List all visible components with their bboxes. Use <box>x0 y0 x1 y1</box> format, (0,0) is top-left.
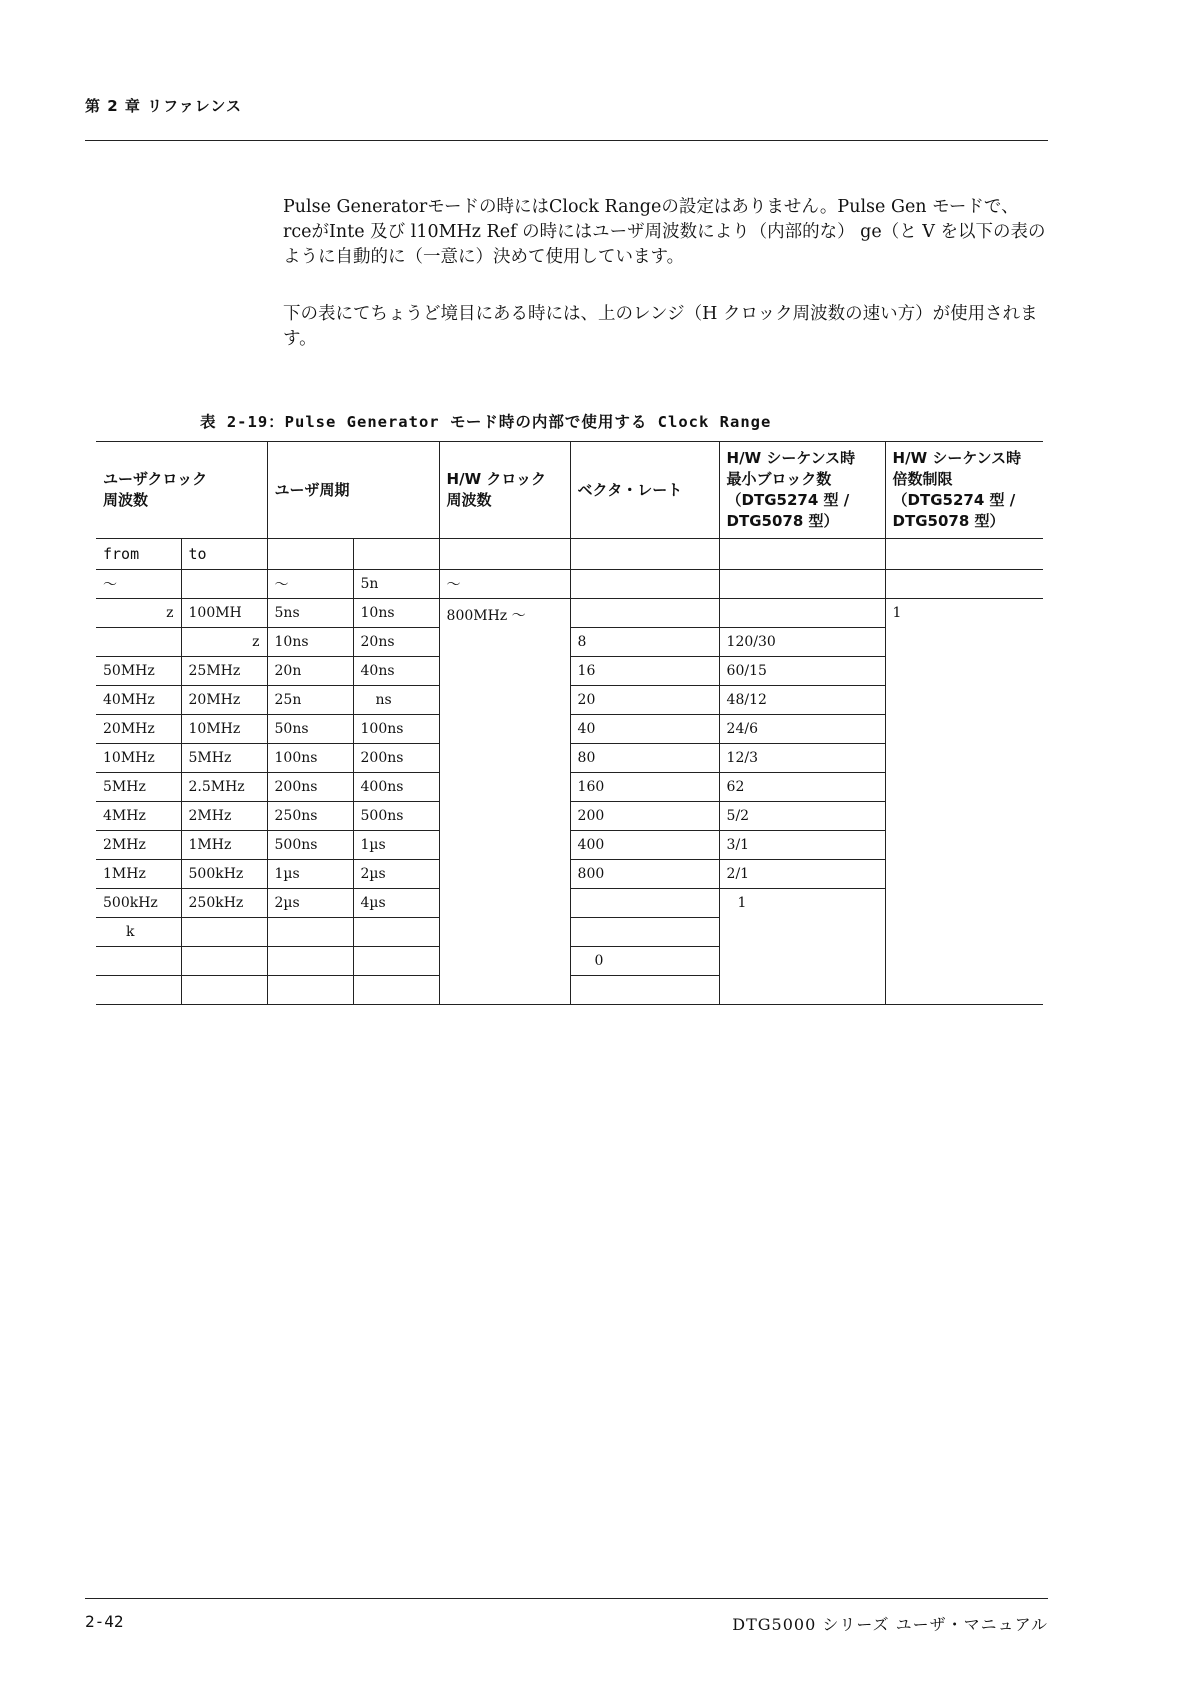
cell-user-period-from: 5ns <box>267 599 353 628</box>
cell-user-period-to: 4µs <box>353 889 439 918</box>
cell-user-freq-from <box>96 947 181 976</box>
cell-vector-rate: 20 <box>570 686 719 715</box>
subheader-to: to <box>181 539 267 570</box>
cell-mult-limit-merged: 1 <box>885 599 1043 1005</box>
cell-min-block: 3/1 <box>719 831 885 860</box>
header-mult-limit-line4: DTG5078 型） <box>892 512 1005 530</box>
header-mult-limit-line1: H/W シーケンス時 <box>892 449 1022 467</box>
cell-min-block: 24/6 <box>719 715 885 744</box>
header-mult-limit <box>885 442 1043 539</box>
cell-user-period-to: 1µs <box>353 831 439 860</box>
subheader-empty <box>719 539 885 570</box>
cell-user-period-from: 2µs <box>267 889 353 918</box>
page-number: 2-42 <box>85 1612 124 1631</box>
cell-user-freq-to <box>181 918 267 947</box>
cell-user-freq-from: 10MHz <box>96 744 181 773</box>
cell-user-freq-from: 5MHz <box>96 773 181 802</box>
subheader-empty <box>885 539 1043 570</box>
table-subheader-row <box>96 539 1043 570</box>
cell-user-period-from: 500ns <box>267 831 353 860</box>
cell-user-freq-to: 2.5MHz <box>181 773 267 802</box>
cell-user-freq-from: 2MHz <box>96 831 181 860</box>
chapter-header: 第 2 章 リファレンス <box>85 97 242 115</box>
cell-vector-rate: 0 <box>570 947 719 976</box>
header-user-clock-line2: 周波数 <box>103 491 149 509</box>
header-min-block-line3: （DTG5274 型 / <box>726 491 850 509</box>
cell-user-period-to: 20ns <box>353 628 439 657</box>
cell-user-period-from: 50ns <box>267 715 353 744</box>
cell-user-period-to: 200ns <box>353 744 439 773</box>
cell-user-freq-to: 250kHz <box>181 889 267 918</box>
paragraph-boundary <box>283 302 1048 352</box>
cell-vector-rate: 800 <box>570 860 719 889</box>
header-mult-limit-line2: 倍数制限 <box>892 470 953 488</box>
cell-user-freq-from: 500kHz <box>96 889 181 918</box>
cell-min-block: 62 <box>719 773 885 802</box>
table-row <box>96 599 1043 628</box>
cell-user-freq-from: 50MHz <box>96 657 181 686</box>
cell-vector-rate: 16 <box>570 657 719 686</box>
cell-mult-limit <box>885 570 1043 599</box>
cell-min-block: 60/15 <box>719 657 885 686</box>
cell-user-period-from: 20n <box>267 657 353 686</box>
cell-user-period-from: 25n <box>267 686 353 715</box>
cell-min-block: 120/30 <box>719 628 885 657</box>
cell-min-block <box>719 599 885 628</box>
cell-user-period-to <box>353 918 439 947</box>
cell-user-freq-to: z <box>181 628 267 657</box>
cell-user-freq-to <box>181 976 267 1005</box>
cell-user-period-from: 200ns <box>267 773 353 802</box>
cell-user-period-to: 2µs <box>353 860 439 889</box>
cell-user-period-to: 40ns <box>353 657 439 686</box>
table-row <box>96 570 1043 599</box>
cell-user-freq-to: 5MHz <box>181 744 267 773</box>
cell-user-freq-to: 25MHz <box>181 657 267 686</box>
cell-min-block <box>719 570 885 599</box>
cell-user-period-from: ～ <box>267 570 353 599</box>
cell-vector-rate: 160 <box>570 773 719 802</box>
header-min-block <box>719 442 885 539</box>
header-min-block-line2: 最小ブロック数 <box>726 470 832 488</box>
paragraph-1-text: Pulse Generatorモードの時にはClock Rangeの設定はありません。Pulse Gen モードで、 rceがInte 及び l10MHz Ref の時にはユーザ周波数により（内部的な） ge（と V を以下の表のように自動的に（一意に）決めて使用しています。 <box>283 197 1046 267</box>
cell-user-period-to: 10ns <box>353 599 439 628</box>
cell-user-period-from <box>267 918 353 947</box>
cell-user-period-to: 100ns <box>353 715 439 744</box>
header-min-block-line4: DTG5078 型） <box>726 512 839 530</box>
header-vector-rate: ベクタ・レート <box>570 442 719 539</box>
footer-rule <box>85 1598 1048 1599</box>
cell-user-period-from <box>267 976 353 1005</box>
cell-vector-rate <box>570 599 719 628</box>
cell-user-period-to: ns <box>353 686 439 715</box>
cell-user-period-from: 1µs <box>267 860 353 889</box>
cell-user-freq-from: 1MHz <box>96 860 181 889</box>
cell-vector-rate <box>570 570 719 599</box>
cell-user-freq-from: 4MHz <box>96 802 181 831</box>
subheader-empty <box>439 539 570 570</box>
cell-user-freq-from <box>96 628 181 657</box>
clock-range-table <box>96 441 1043 1005</box>
header-mult-limit-line3: （DTG5274 型 / <box>892 491 1016 509</box>
cell-user-period-to <box>353 947 439 976</box>
header-user-period: ユーザ周期 <box>267 442 439 539</box>
cell-min-block: 5/2 <box>719 802 885 831</box>
header-hw-clock-line2: 周波数 <box>446 491 492 509</box>
cell-user-freq-to <box>181 947 267 976</box>
cell-min-block: 12/3 <box>719 744 885 773</box>
cell-vector-rate <box>570 918 719 947</box>
cell-user-freq-to: 10MHz <box>181 715 267 744</box>
cell-hw-clock: ～ <box>439 570 570 599</box>
cell-user-freq-to <box>181 570 267 599</box>
header-rule <box>85 140 1048 141</box>
paragraph-2-text: 下の表にてちょうど境目にある時には、上のレンジ（H クロック周波数の速い方）が使用されます。 <box>283 304 1038 349</box>
cell-user-period-from: 10ns <box>267 628 353 657</box>
table-header-row <box>96 442 1043 539</box>
cell-hw-clock-merged: 800MHz ～ <box>439 599 570 1005</box>
subheader-empty <box>353 539 439 570</box>
header-user-clock-line1: ユーザクロック <box>103 470 208 488</box>
cell-vector-rate: 8 <box>570 628 719 657</box>
header-user-clock <box>96 442 267 539</box>
cell-user-freq-from: k <box>96 918 181 947</box>
cell-user-freq-to: 2MHz <box>181 802 267 831</box>
subheader-from: from <box>96 539 181 570</box>
cell-min-block: 48/12 <box>719 686 885 715</box>
cell-user-freq-from: z <box>96 599 181 628</box>
subheader-empty <box>267 539 353 570</box>
cell-vector-rate: 200 <box>570 802 719 831</box>
cell-min-block-merged: 1 <box>719 889 885 1005</box>
cell-user-period-to: 400ns <box>353 773 439 802</box>
subheader-empty <box>570 539 719 570</box>
cell-vector-rate <box>570 976 719 1005</box>
table-caption: 表 2-19：Pulse Generator モード時の内部で使用する Clock Range <box>200 413 772 431</box>
cell-min-block: 2/1 <box>719 860 885 889</box>
cell-vector-rate <box>570 889 719 918</box>
cell-user-period-to: 5n <box>353 570 439 599</box>
header-min-block-line1: H/W シーケンス時 <box>726 449 856 467</box>
cell-vector-rate: 80 <box>570 744 719 773</box>
cell-user-freq-from: 20MHz <box>96 715 181 744</box>
manual-title: DTG5000 シリーズ ユーザ・マニュアル <box>732 1615 1048 1634</box>
cell-user-freq-from: 40MHz <box>96 686 181 715</box>
cell-user-freq-to: 100MH <box>181 599 267 628</box>
cell-user-freq-from: ～ <box>96 570 181 599</box>
cell-user-freq-to: 500kHz <box>181 860 267 889</box>
cell-user-freq-to: 20MHz <box>181 686 267 715</box>
cell-vector-rate: 400 <box>570 831 719 860</box>
paragraph-clock-range <box>283 195 1048 270</box>
cell-user-freq-to: 1MHz <box>181 831 267 860</box>
cell-user-freq-from <box>96 976 181 1005</box>
cell-user-period-to <box>353 976 439 1005</box>
header-hw-clock <box>439 442 570 539</box>
header-hw-clock-line1: H/W クロック <box>446 470 547 488</box>
cell-vector-rate: 40 <box>570 715 719 744</box>
cell-user-period-from: 250ns <box>267 802 353 831</box>
cell-user-period-from <box>267 947 353 976</box>
cell-user-period-from: 100ns <box>267 744 353 773</box>
cell-user-period-to: 500ns <box>353 802 439 831</box>
